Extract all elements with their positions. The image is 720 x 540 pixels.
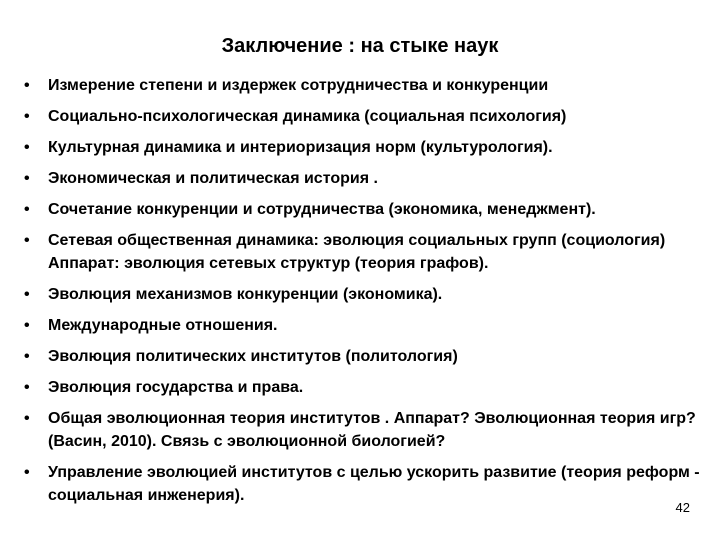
bullet-icon: •	[24, 232, 30, 249]
bullet-item	[24, 407, 704, 453]
bullet-icon: •	[24, 286, 30, 303]
bullet-text: Управление эволюцией институтов с целью ускорить развитие (теория реформ - социальная инженерия).	[48, 464, 700, 504]
bullet-icon: •	[24, 410, 30, 427]
bullet-text: Сочетание конкуренции и сотрудничества (экономика, менеджмент).	[48, 201, 596, 218]
bullet-item	[24, 376, 704, 399]
bullet-icon: •	[24, 139, 30, 156]
bullet-item	[24, 105, 704, 128]
bullet-icon: •	[24, 201, 30, 218]
bullet-icon: •	[24, 317, 30, 334]
bullet-item	[24, 283, 704, 306]
bullet-text: Эволюция механизмов конкуренции (экономика).	[48, 286, 443, 303]
page-number: 42	[675, 500, 690, 515]
bullet-text: Сетевая общественная динамика: эволюция социальных групп (социология) Аппарат: эволюция сетевых структур (теория графов).	[48, 232, 666, 272]
bullet-icon: •	[24, 108, 30, 125]
bullet-icon: •	[24, 464, 30, 481]
bullet-text: Эволюция государства и права.	[48, 379, 304, 396]
bullet-item	[24, 167, 704, 190]
bullet-item	[24, 461, 704, 507]
bullet-icon: •	[24, 170, 30, 187]
bullet-item	[24, 136, 704, 159]
bullet-icon: •	[24, 379, 30, 396]
slide-title: Заключение : на стыке наук	[221, 35, 499, 57]
bullet-text: Социально-психологическая динамика (социальная психология)	[48, 108, 567, 125]
bullet-item	[24, 229, 704, 275]
bullet-text: Экономическая и политическая история .	[48, 170, 378, 187]
bullet-icon: •	[24, 348, 30, 365]
bullet-text: Измерение степени и издержек сотрудничества и конкуренции	[48, 77, 549, 94]
bullet-text: Культурная динамика и интериоризация норм (культурология).	[48, 139, 553, 156]
bullet-item	[24, 345, 704, 368]
bullet-text: Общая эволюционная теория институтов . Аппарат? Эволюционная теория игр? (Васин, 2010). Связь с эволюционной биологией?	[48, 410, 696, 450]
bullet-text: Международные отношения.	[48, 317, 278, 334]
bullet-item	[24, 198, 704, 221]
bullet-list	[24, 74, 704, 515]
bullet-item	[24, 74, 704, 97]
bullet-icon: •	[24, 77, 30, 94]
bullet-item	[24, 314, 704, 337]
bullet-text: Эволюция политических институтов (политология)	[48, 348, 458, 365]
